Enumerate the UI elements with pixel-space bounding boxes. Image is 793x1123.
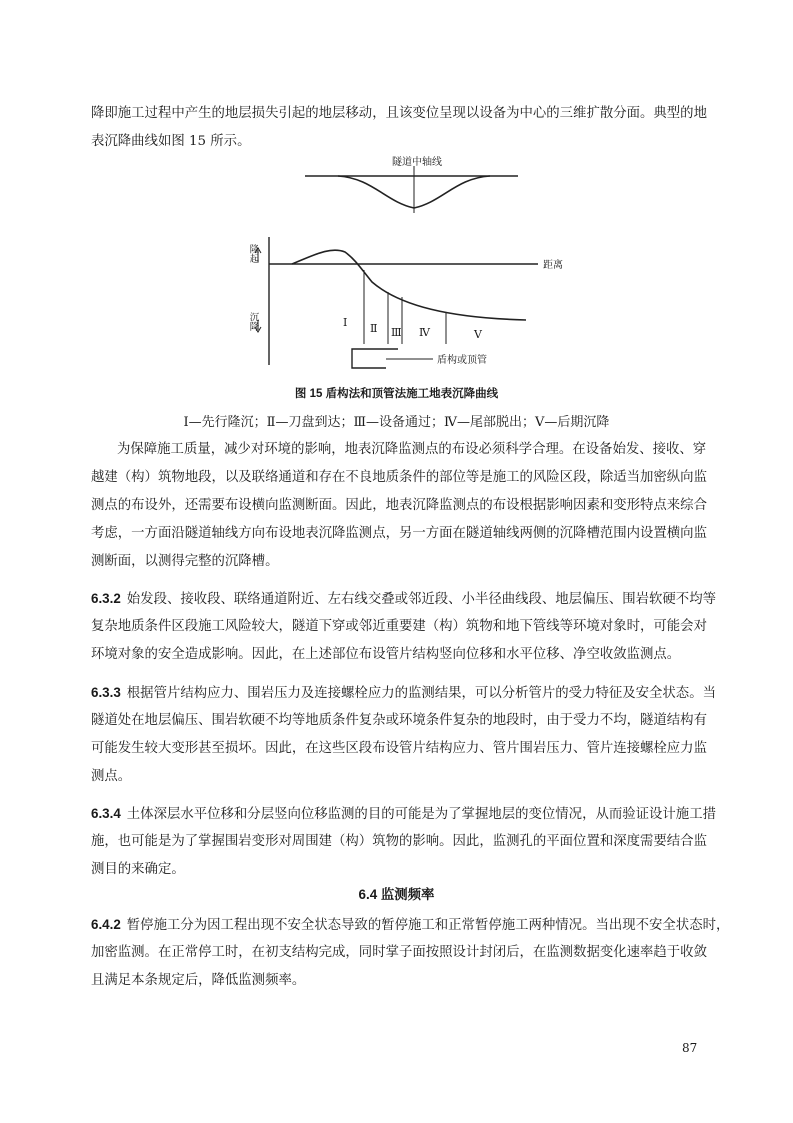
clause-text: 土体深层水平位移和分层竖向位移监测的目的可能是为了掌握地层的变位情况，从而验证设计施工措 (126, 807, 716, 822)
clause-6-4-2-line-1 (91, 917, 730, 934)
figure-caption: 图 15 盾构法和顶管法施工地表沉降曲线 (294, 388, 499, 400)
clause-6-3-2-line-1 (91, 591, 716, 608)
clause-6-3-2-line-2: 复杂地质条件区段施工风险较大，隧道下穿或邻近重要建（构）筑物和地下管线等环境对象时，可能会对 (91, 619, 707, 634)
stage-label-1: Ⅰ (343, 316, 348, 329)
clause-6-4-2-line-2: 加密监测。在正常停工时，在初支结构完成，同时掌子面按照设计封闭后，在监测数据变化速率趋于收敛 (91, 945, 707, 960)
clause-text: 暂停施工分为因工程出现不安全状态导致的暂停施工和正常暂停施工两种情况。当出现不安全状态时， (126, 918, 730, 933)
para1-line-1: 为保障施工质量，减少对环境的影响，地表沉降监测点的布设必须科学合理。在设备始发、接收、穿 (117, 442, 707, 457)
y-up-label: 隆起 (247, 244, 259, 263)
settlement-figure (0, 150, 793, 390)
figure-legend: Ⅰ—先行隆沉；Ⅱ—刀盘到达；Ⅲ—设备通过；Ⅳ—尾部脱出；Ⅴ—后期沉降 (183, 415, 610, 430)
stage-label-3: Ⅲ (391, 326, 402, 339)
clause-6-4-2-line-3: 且满足本条规定后，降低监测频率。 (91, 973, 306, 988)
clause-number: 6.4.2 (91, 917, 121, 932)
para1-line-5: 测断面，以测得完整的沉降槽。 (91, 554, 279, 569)
shield-label: 盾构或顶管 (437, 355, 487, 366)
clause-number: 6.3.2 (91, 591, 121, 606)
clause-6-3-4-line-1 (91, 806, 716, 823)
clause-6-3-4-line-3: 测目的来确定。 (91, 862, 185, 877)
para1-line-3: 测点的布设外，还需要布设横向监测断面。因此，地表沉降监测点的布设根据影响因素和变形特点来综合 (91, 498, 707, 513)
intro-line-2: 表沉降曲线如图 15 所示。 (91, 134, 251, 149)
longitudinal-settlement-curve (292, 250, 526, 320)
x-axis-label: 距离 (543, 260, 563, 271)
clause-number: 6.3.4 (91, 806, 121, 821)
clause-6-3-3-line-4: 测点。 (91, 769, 132, 784)
clause-number: 6.3.3 (91, 685, 121, 700)
clause-text: 根据管片结构应力、围岩压力及连接螺栓应力的监测结果，可以分析管片的受力特征及安全状态。当 (126, 686, 716, 701)
stage-label-5: Ⅴ (474, 328, 482, 341)
clause-text: 始发段、接收段、联络通道附近、左右线交叠或邻近段、小半径曲线段、地层偏压、围岩软硬不均等 (126, 592, 716, 607)
stage-label-4: Ⅳ (419, 326, 430, 339)
clause-6-3-3-line-3: 可能发生较大变形甚至损坏。因此，在这些区段布设管片结构应力、管片围岩压力、管片连接螺栓应力监 (91, 741, 707, 756)
clause-6-3-4-line-2: 施，也可能是为了掌握围岩变形对周围建（构）筑物的影响。因此，监测孔的平面位置和深度需要结合监 (91, 834, 707, 849)
para1-line-4: 考虑，一方面沿隧道轴线方向布设地表沉降监测点，另一方面在隧道轴线两侧的沉降槽范围内设置横向监 (91, 526, 707, 541)
intro-line-1: 降即施工过程中产生的地层损失引起的地层移动，且该变位呈现以设备为中心的三维扩散分面。典型的地 (91, 106, 707, 121)
y-down-label: 沉降 (247, 312, 259, 331)
clause-6-3-3-line-1 (91, 685, 716, 702)
tunnel-axis-label: 隧道中轴线 (392, 157, 442, 168)
section-heading-6-4: 6.4 监测频率 (358, 887, 435, 902)
stage-label-2: Ⅱ (370, 322, 378, 335)
clause-6-3-2-line-3: 环境对象的安全造成影响。因此，在上述部位布设管片结构竖向位移和水平位移、净空收敛监测点。 (91, 647, 681, 662)
clause-6-3-3-line-2: 隧道处在地层偏压、围岩软硬不均等地质条件复杂或环境条件复杂的地段时，由于受力不均，隧道结构有 (91, 713, 707, 728)
para1-line-2: 越建（构）筑物地段，以及联络通道和存在不良地质条件的部位等是施工的风险区段，除适当加密纵向监 (91, 470, 707, 485)
page-number: 87 (682, 1041, 698, 1055)
